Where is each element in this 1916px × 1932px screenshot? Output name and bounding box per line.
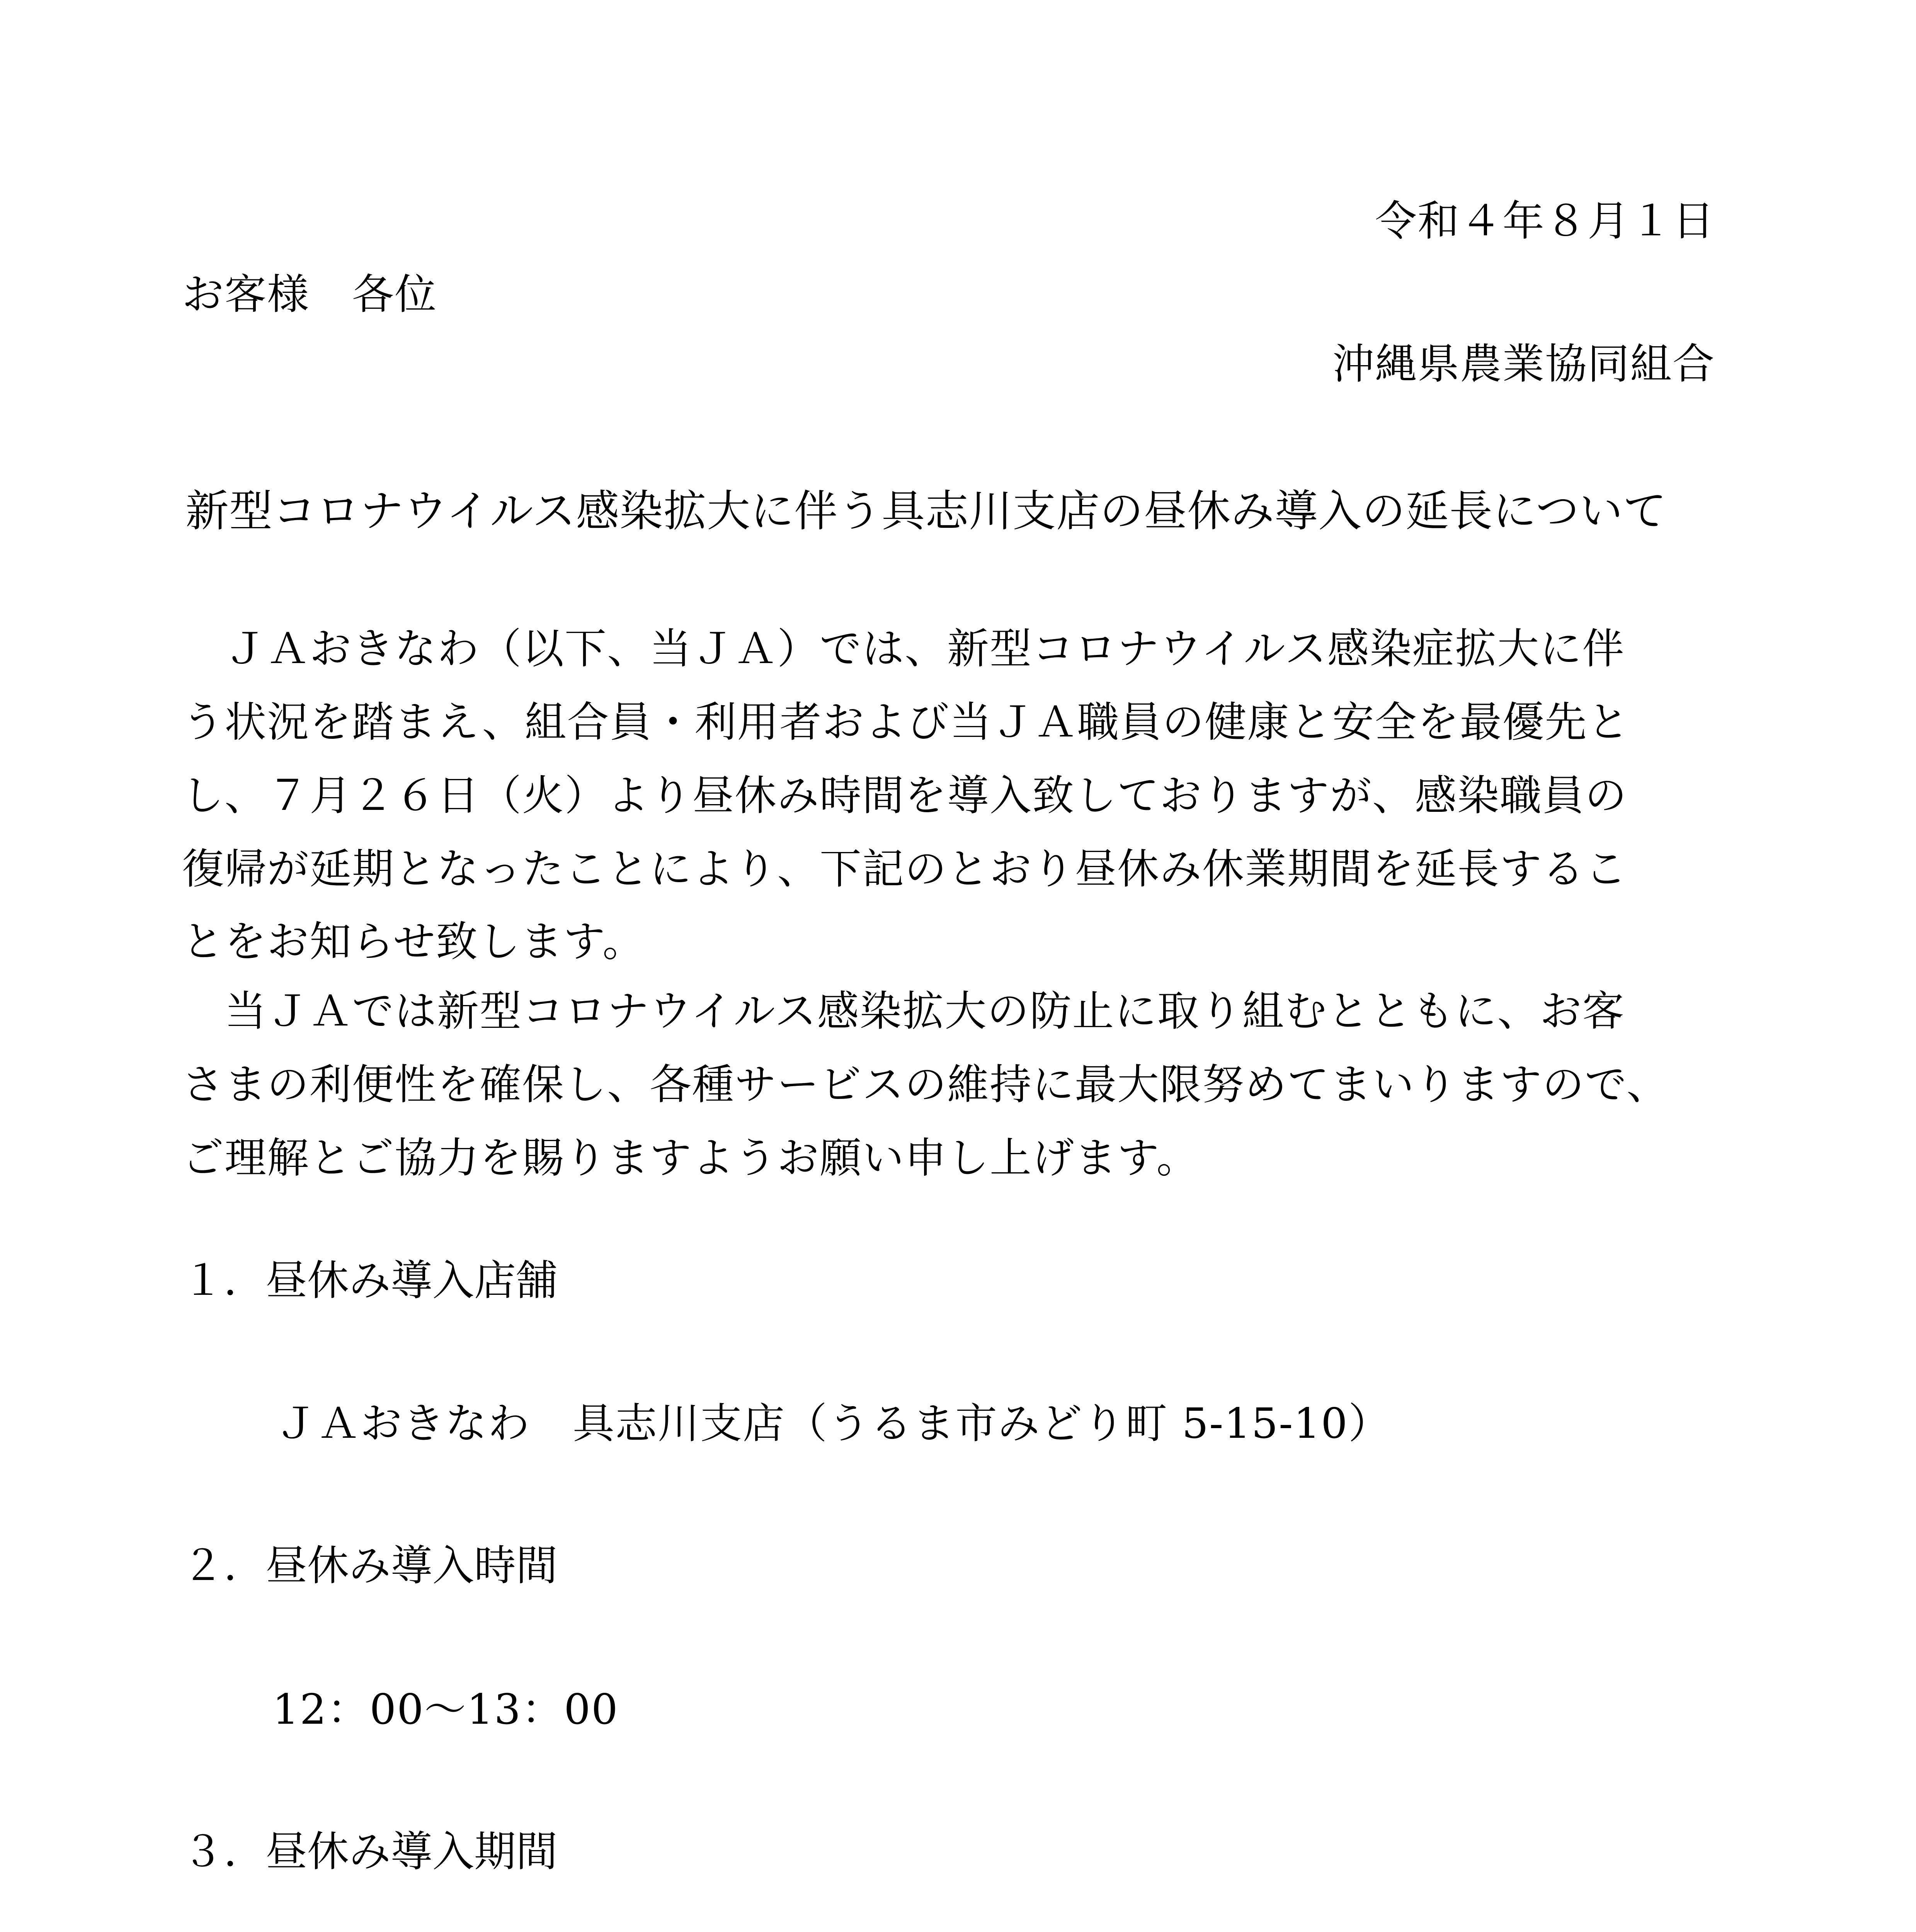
section-heading-store: １．昼休み導入店舗	[182, 1257, 558, 1305]
section-heading-time: ２．昼休み導入時間	[182, 1542, 558, 1590]
body-line: 当ＪＡでは新型コロナウイルス感染拡大の防止に取り組むとともに、お客	[182, 987, 1625, 1036]
section-heading-period: ３．昼休み導入期間	[182, 1828, 558, 1876]
body-line: う状況を踏まえ、組合員・利用者および当ＪＡ職員の健康と安全を最優先と	[182, 698, 1630, 747]
body-line: ＪＡおきなわ（以下、当ＪＡ）では、新型コロナウイルス感染症拡大に伴	[182, 625, 1625, 673]
body-line: ご理解とご協力を賜りますようお願い申し上げます。	[182, 1134, 1199, 1182]
sender: 沖縄県農業協同組合	[1332, 340, 1715, 388]
recipient: お客様 各位	[182, 270, 437, 319]
body-line: し、７月２６日（火）より昼休み時間を導入致しておりますが、感染職員の	[182, 772, 1628, 820]
section-content-store: ＪＡおきなわ 具志川支店（うるま市みどり町 5-15-10）	[275, 1400, 1391, 1448]
document-date: 令和４年８月１日	[1375, 197, 1715, 245]
body-line: 復帰が延期となったことにより、下記のとおり昼休み休業期間を延長するこ	[182, 845, 1628, 893]
section-content-time: 12：00～13：00	[272, 1685, 619, 1734]
body-line: さまの利便性を確保し、各種サービスの維持に最大限努めてまいりますので、	[182, 1061, 1669, 1109]
body-line: とをお知らせ致します。	[182, 918, 645, 966]
document-title: 新型コロナウイルス感染拡大に伴う具志川支店の昼休み導入の延長について	[185, 486, 1667, 536]
